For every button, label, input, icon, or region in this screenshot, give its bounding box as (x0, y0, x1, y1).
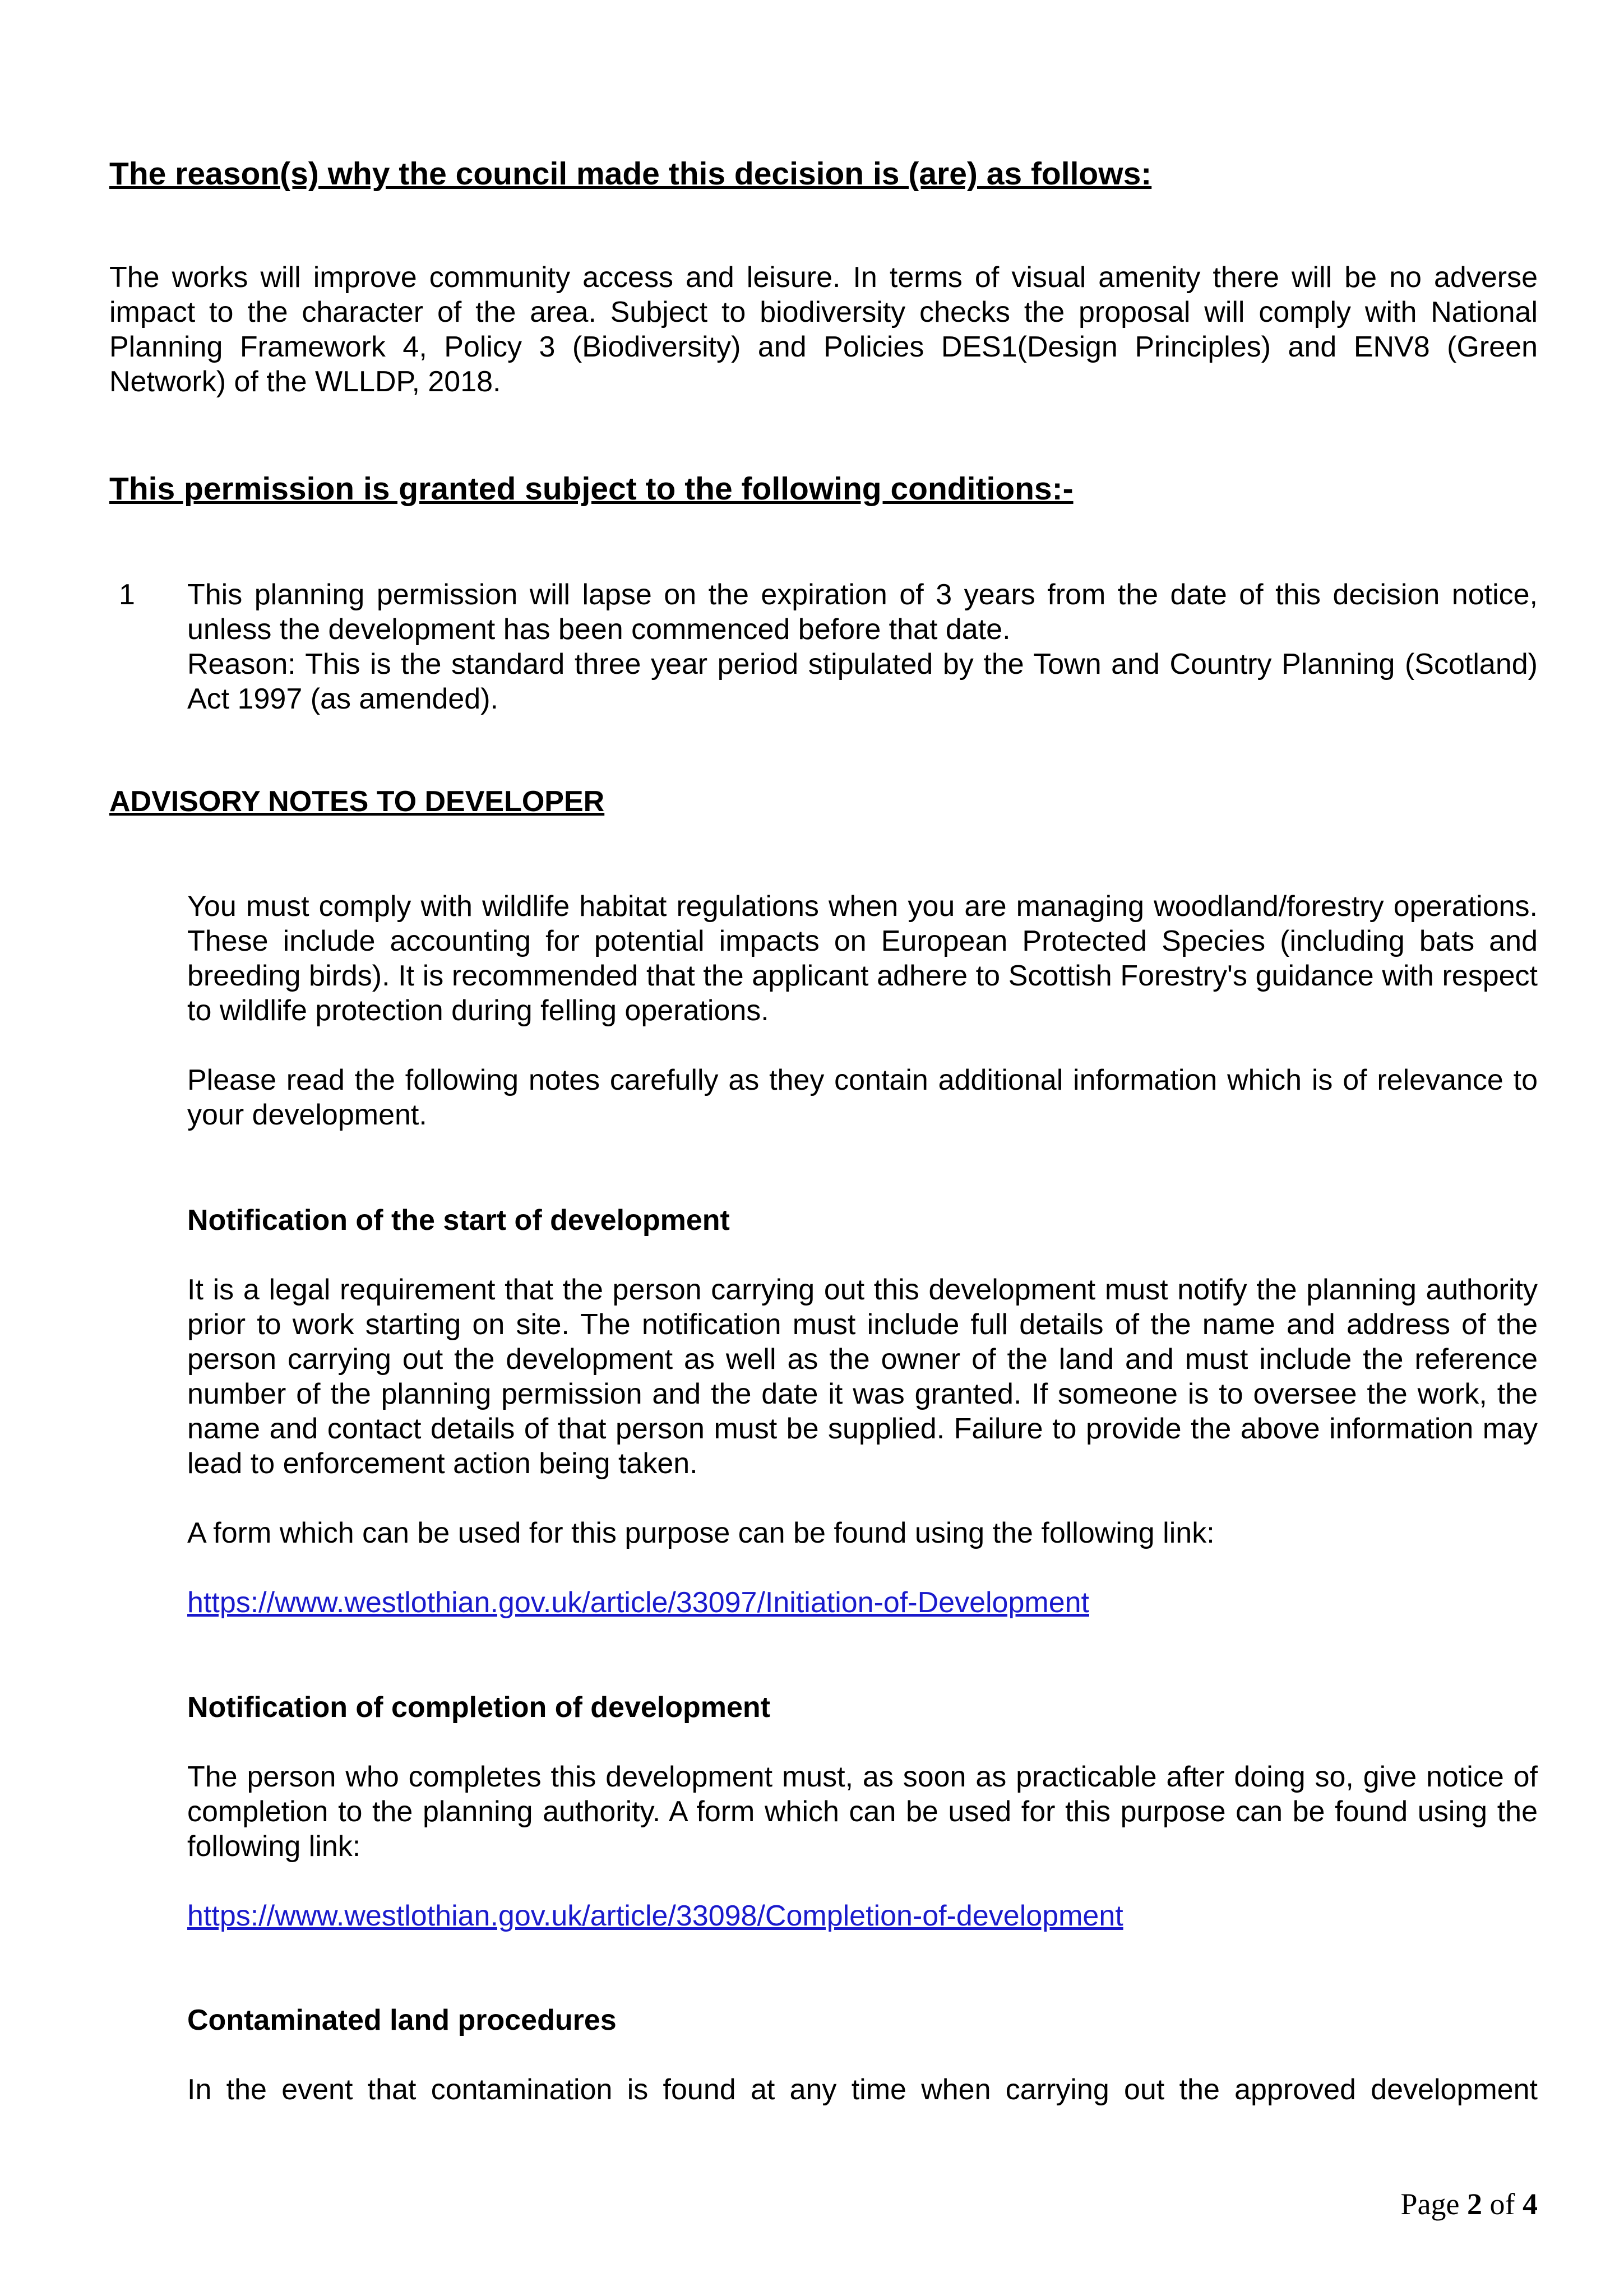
contaminated-land-title: Contaminated land procedures (187, 2004, 617, 2036)
advisory-wildlife-text: You must comply with wildlife habitat regulations when you are managing woodland/forestry operations. These include accounting for potential impacts on European Protected Species (including bats and breeding birds). It is recommended that the applicant adhere to Scottish Forestry's guidance with respect to wildlife protection during felling operations. (187, 890, 1538, 1027)
start-development-form-text: A form which can be used for this purpose can be found using the following link: (187, 1517, 1215, 1549)
condition-reason: Reason: This is the standard three year period stipulated by the Town and Country Planning (Scotland) Act 1997 (as amended). (187, 648, 1538, 715)
page-number (1401, 2186, 1538, 2222)
advisory-read-notes-text: Please read the following notes carefully as they contain additional information which is of relevance to your development. (187, 1064, 1538, 1131)
completion-development-title: Notification of completion of development (187, 1691, 770, 1724)
start-development-text: It is a legal requirement that the person carrying out this development must notify the planning authority prior to work starting on site. The notification must include full details of the name and address of the person carrying out the development as well as the owner of the land and must include the reference number of the planning permission and the date it was granted. If someone is to oversee the work, the name and contact details of that person must be supplied. Failure to provide the above information may lead to enforcement action being taken. (187, 1274, 1538, 1480)
initiation-of-development-link[interactable]: https://www.westlothian.gov.uk/article/33097/Initiation-of-Development (187, 1586, 1089, 1619)
completion-of-development-link[interactable]: https://www.westlothian.gov.uk/article/33098/Completion-of-development (187, 1900, 1123, 1932)
of-label: of (1489, 2187, 1515, 2221)
conditions-heading: This permission is granted subject to the following conditions:- (109, 471, 1074, 507)
total-pages: 4 (1523, 2187, 1538, 2221)
advisory-heading: ADVISORY NOTES TO DEVELOPER (109, 785, 605, 818)
condition-text: This planning permission will lapse on the expiration of 3 years from the date of this decision notice, unless the development has been commenced before that date. (187, 578, 1538, 646)
start-development-title: Notification of the start of development (187, 1204, 730, 1237)
page-label: Page (1400, 2187, 1460, 2221)
current-page: 2 (1467, 2187, 1483, 2221)
contaminated-land-text: In the event that contamination is found at any time when carrying out the approved development (187, 2073, 1538, 2106)
reasons-text: The works will improve community access and leisure. In terms of visual amenity there will be no adverse impact to the character of the area. Subject to biodiversity checks the proposal will comply with National Planning Framework 4, Policy 3 (Biodiversity) and Policies DES1(Design Principles) and ENV8 (Green Network) of the WLLDP, 2018. (109, 261, 1538, 398)
condition-number: 1 (119, 578, 135, 611)
reasons-heading: The reason(s) why the council made this decision is (are) as follows: (109, 156, 1152, 192)
completion-development-text: The person who completes this development must, as soon as practicable after doing so, give notice of completion to the planning authority. A form which can be used for this purpose can be found using the following link: (187, 1761, 1538, 1863)
